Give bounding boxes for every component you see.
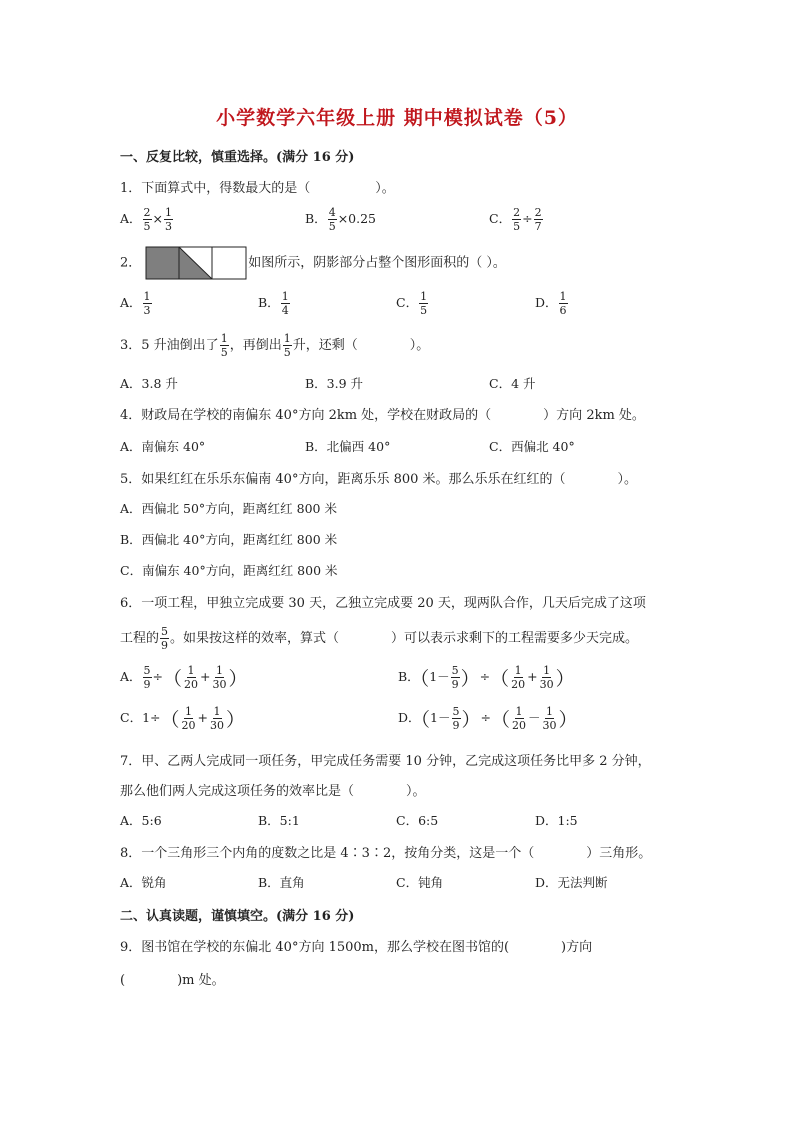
q8-option-d[interactable]: D．无法判断 [535, 875, 608, 890]
question-1-text: 1．下面算式中，得数最大的是（ ）。 [120, 181, 395, 196]
question-2-text: 2． 如图所示，阴影部分占整个图形面积的（ ）。 [120, 246, 506, 280]
q7-option-b[interactable]: B．5:1 [258, 813, 300, 828]
q3-option-b[interactable]: B．3.9 升 [305, 376, 364, 391]
q8-option-c[interactable]: C．钝角 [396, 875, 444, 890]
q6-option-c[interactable]: C．1÷（ $\frac{1}{20}$ + $\frac{1}{30}$ ） [120, 705, 246, 732]
question-6-line-1: 6．一项工程，甲独立完成要 30 天，乙独立完成要 20 天，现两队合作，几天后完成了这项 [120, 596, 646, 611]
question-8-text: 8．一个三角形三个内角的度数之比是 4∶3∶2，按角分类，这是一个（ ）三角形。 [120, 846, 652, 861]
q3-option-c[interactable]: C．4 升 [489, 376, 536, 391]
q5-option-b[interactable]: B．西偏北 40°方向，距离红红 800 米 [120, 532, 338, 547]
question-6-line-2: 工程的 $\frac{5}{9}$ 。如果按这样的效率，算式（ ）可以表示求剩下的工程需要多少天完成。 [120, 625, 639, 652]
q2-option-b[interactable]: B． $\frac{1}{4}$ [258, 290, 289, 317]
section-1-heading: 一、反复比较，慎重选择。(满分 16 分) [120, 150, 355, 165]
q2-option-c[interactable]: C． $\frac{1}{5}$ [396, 290, 428, 317]
q4-option-c[interactable]: C．西偏北 40° [489, 439, 575, 454]
q8-option-a[interactable]: A．锐角 [120, 875, 167, 890]
q6-option-b[interactable]: B．（1－ $\frac{5}{9}$ ）÷（ $\frac{1}{20}$ + $\frac{1}{30}$ ） [398, 664, 575, 691]
q8-option-b[interactable]: B．直角 [258, 875, 305, 890]
q7-option-d[interactable]: D．1:5 [535, 813, 578, 828]
q1-option-b[interactable]: B． $\frac{4}{5}$ ×0.25 [305, 206, 376, 233]
q4-option-b[interactable]: B．北偏西 40° [305, 439, 391, 454]
question-7-line-1: 7．甲、乙两人完成同一项任务，甲完成任务需要 10 分钟，乙完成这项任务比甲多 2 分钟， [120, 754, 651, 769]
page-title: 小学数学六年级上册 期中模拟试卷（5） [216, 107, 578, 129]
q4-option-a[interactable]: A．南偏东 40° [120, 439, 206, 454]
q5-option-c[interactable]: C．南偏东 40°方向，距离红红 800 米 [120, 563, 338, 578]
q3-option-a[interactable]: A．3.8 升 [120, 376, 178, 391]
question-7-line-2: 那么他们两人完成这项任务的效率比是（ ）。 [120, 784, 426, 799]
q6-option-d[interactable]: D．（1－ $\frac{5}{9}$ ）÷（ $\frac{1}{20}$ － $\frac{1}{30}$ ） [398, 705, 578, 732]
q5-option-a[interactable]: A．西偏北 50°方向，距离红红 800 米 [120, 501, 337, 516]
question-5-text: 5．如果红红在乐乐东偏南 40°方向，距离乐乐 800 米。那么乐乐在红红的（ ）。 [120, 472, 638, 487]
question-3-text: 3．5 升油倒出了 $\frac{1}{5}$ ，再倒出 $\frac{1}{5}$ 升，还剩（ ）。 [120, 332, 430, 359]
q2-option-d[interactable]: D． $\frac{1}{6}$ [535, 290, 567, 317]
q2-option-a[interactable]: A． $\frac{1}{3}$ [120, 290, 151, 317]
question-9-line-1: 9．图书馆在学校的东偏北 40°方向 1500m，那么学校在图书馆的( )方向 [120, 940, 593, 955]
q1-option-a[interactable]: A． $\frac{2}{5}$ × $\frac{1}{3}$ [120, 206, 173, 233]
q6-option-a[interactable]: A． $\frac{5}{9}$ ÷（ $\frac{1}{20}$ + $\frac{1}{30}$ ） [120, 664, 248, 691]
question-9-line-2: ( )m 处。 [120, 973, 225, 988]
section-2-heading: 二、认真读题，谨慎填空。(满分 16 分) [120, 909, 355, 924]
q7-option-c[interactable]: C．6:5 [396, 813, 439, 828]
shaded-rectangle-figure [145, 246, 247, 280]
q1-option-c[interactable]: C． $\frac{2}{5}$ ÷ $\frac{2}{7}$ [489, 206, 542, 233]
q7-option-a[interactable]: A．5:6 [120, 813, 162, 828]
question-4-text: 4．财政局在学校的南偏东 40°方向 2km 处，学校在财政局的（ ）方向 2km 处。 [120, 408, 645, 423]
